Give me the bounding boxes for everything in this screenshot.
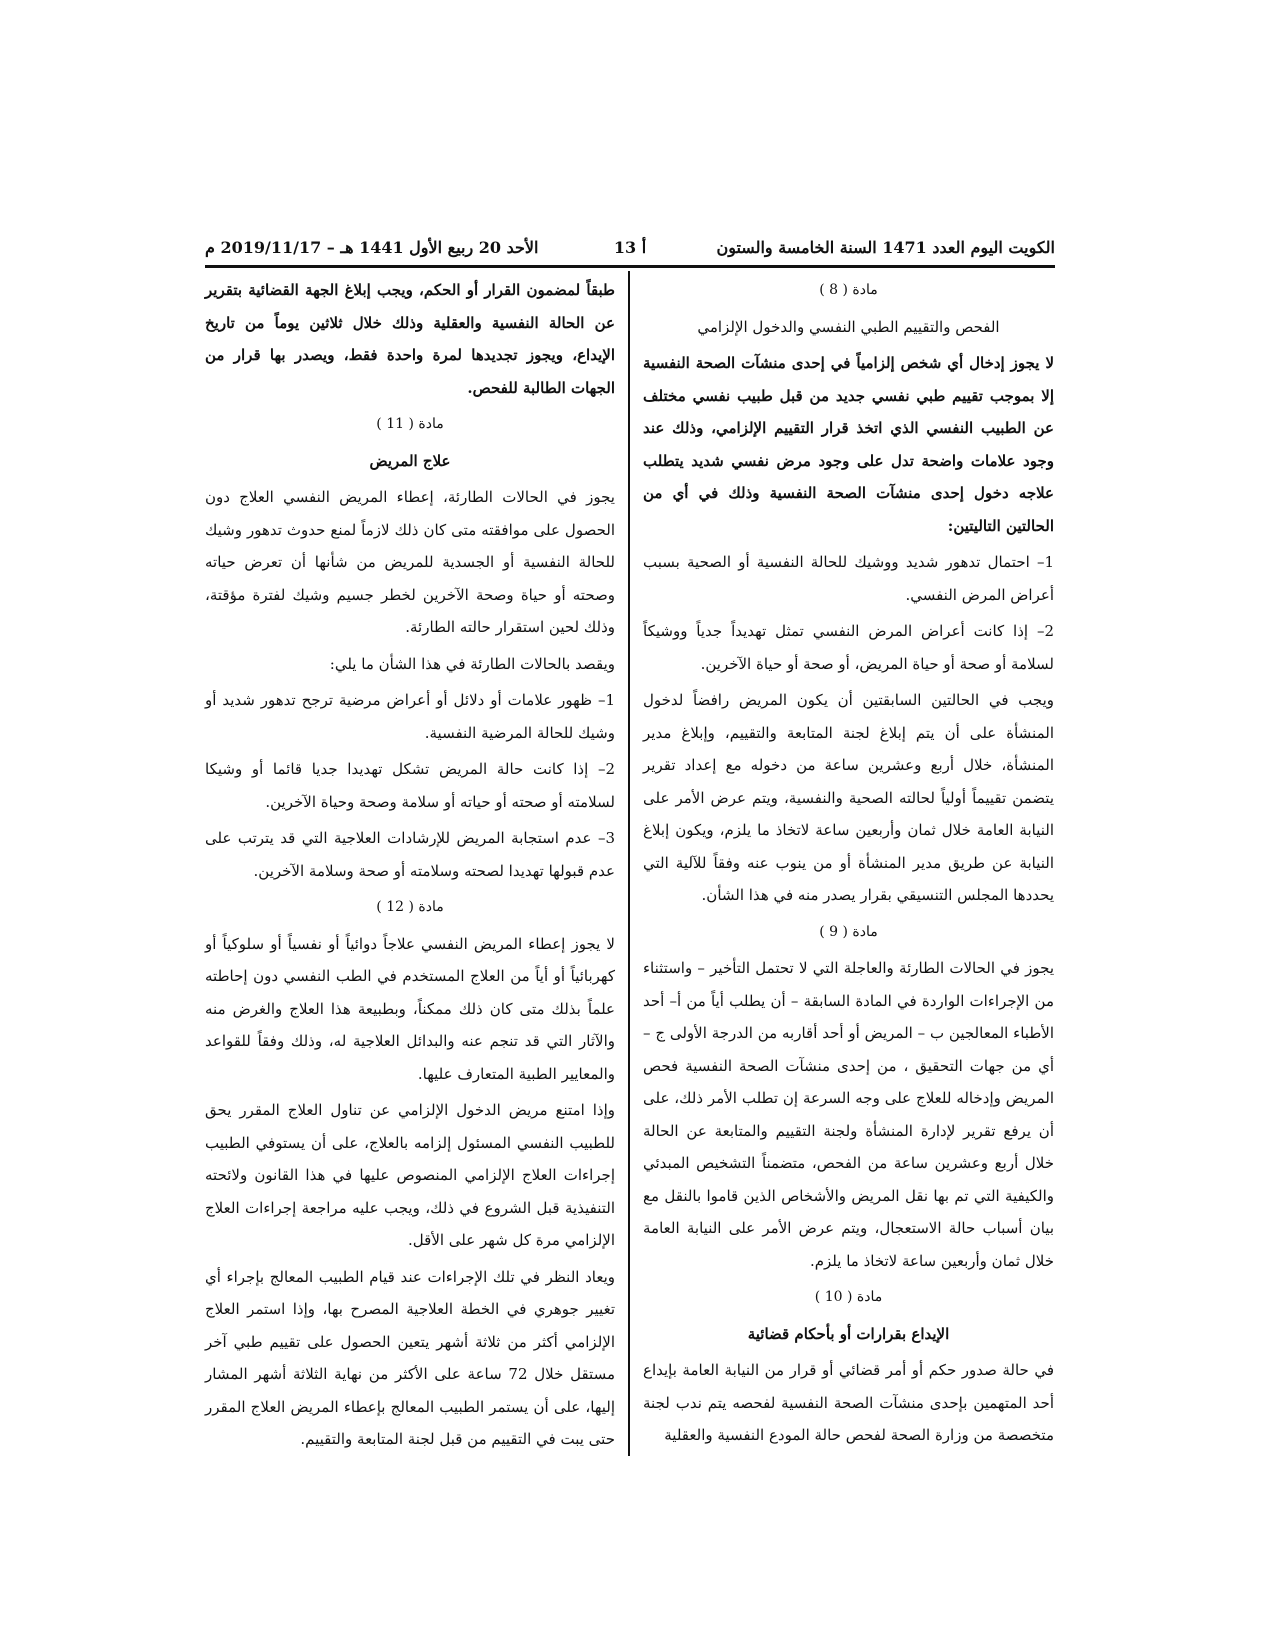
- article-8-item-2: 2– إذا كانت أعراض المرض النفسي تمثل تهديداً جدياً ووشيكاً لسلامة أو صحة أو حياة المريض، أو صحة أو حياة الآخرين.: [643, 622, 1054, 673]
- article-11-item-1: 1– ظهور علامات أو دلائل أو أعراض مرضية ترجح تدهور شديد أو وشيك للحالة المرضية النفسية.: [205, 691, 615, 742]
- header-rule: [205, 265, 1055, 268]
- article-8-label: مادة ( 8 ): [819, 282, 878, 298]
- article-11-label: مادة ( 11 ): [376, 416, 444, 432]
- article-8-item-1: 1– احتمال تدهور شديد ووشيك للحالة النفسية أو الصحية بسبب أعراض المرض النفسي.: [643, 553, 1054, 604]
- issue-date: الأحد 20 ربيع الأول 1441 هـ – 2019/11/17 م: [205, 238, 539, 257]
- continued-paragraph: طبقاً لمضمون القرار أو الحكم، ويجب إبلاغ الجهة القضائية بتقرير عن الحالة النفسية والعقلية وذلك خلال ثلاثين يوماً من تاريخ الإيداع، ويجوز تجديدها لمرة واحدة فقط، ويصدر بها قرار من الجهات الطالبة للفحص.: [205, 281, 615, 397]
- left-column: [205, 274, 615, 1460]
- article-12-label: مادة ( 12 ): [376, 899, 444, 915]
- article-12-paragraph-1: لا يجوز إعطاء المريض النفسي علاجاً دوائياً أو نفسياً أو سلوكياً أو كهربائياً أو أياً من العلاج المستخدم في الطب النفسي دون إحاطته علماً بذلك متى كان ذلك ممكناً، وبطبيعة هذا العلاج والغرض منه والآثار التي قد تنجم عنه والبدائل العلاجية له، وذلك وفقاً للقواعد والمعايير الطبية المتعارف عليها.: [205, 934, 615, 1083]
- right-column: [643, 274, 1054, 1456]
- article-8-paragraph-2: ويجب في الحالتين السابقتين أن يكون المريض رافضاً لدخول المنشأة على أن يتم إبلاغ لجنة المتابعة والتقييم، وإبلاغ مدير المنشأة، خلال أربع وعشرين ساعة من دخوله مع إعداد تقرير يتضمن تقييماً أولياً لحالته الصحية والنفسية، ويتم عرض الأمر على النيابة العامة خلال ثمان وأربعين ساعة لاتخاذ ما يلزم، ويكون إبلاغ النيابة عن طريق مدير المنشأة أو من ينوب عنه وفقاً للآلية التي يحددها المجلس التنسيقي بقرار يصدر منه في هذا الشأن.: [643, 691, 1054, 904]
- article-9-paragraph-1: يجوز في الحالات الطارئة والعاجلة التي لا تحتمل التأخير – واستثناء من الإجراءات الواردة في المادة السابقة – أن يطلب أياً من أ– أحد الأطباء المعالجين ب – المريض أو أحد أقاربه من الدرجة الأولى ج – أي من جهات التحقيق ، من إحدى منشآت الصحة النفسية فحص المريض وإدخاله للعلاج على وجه السرعة إن تطلب الأمر ذلك، على أن يرفع تقرير لإدارة المنشأة ولجنة التقييم والمتابعة عن الحالة خلال أربع وعشرين ساعة من الفحص، متضمناً التشخيص المبدئي والكيفية التي تم بها نقل المريض والأشخاص الذين قاموا بالنقل مع بيان أسباب حالة الاستعجال، ويتم عرض الأمر على النيابة العامة خلال ثمان وأربعين ساعة لاتخاذ ما يلزم.: [643, 959, 1054, 1270]
- article-11-title: علاج المريض: [369, 451, 451, 470]
- article-8-title: الفحص والتقييم الطبي النفسي والدخول الإلزامي: [697, 317, 1000, 336]
- article-11-item-2: 2– إذا كانت حالة المريض تشكل تهديدا جديا قائما أو وشيكا لسلامته أو صحته أو حياته أو سلامة وصحة وحياة الآخرين.: [205, 760, 615, 811]
- column-divider: [628, 271, 630, 1456]
- article-10-paragraph-1: في حالة صدور حكم أو أمر قضائي أو قرار من النيابة العامة بإيداع أحد المتهمين بإحدى منشآت الصحة النفسية لفحصه يتم ندب لجنة متخصصة من وزارة الصحة لفحص حالة المودع النفسية والعقلية: [643, 1361, 1054, 1444]
- article-12-paragraph-3: ويعاد النظر في تلك الإجراءات عند قيام الطبيب المعالج بإجراء أي تغيير جوهري في الخطة العلاجية المصرح بها، وإذا استمر العلاج الإلزامي أكثر من ثلاثة أشهر يتعين الحصول على تقييم طبي آخر مستقل خلال 72 ساعة على الأكثر من نهاية الثلاثة أشهر المشار إليها، على أن يستمر الطبيب المعالج بإعطاء المريض العلاج المقرر حتى يبت في التقييم من قبل لجنة المتابعة والتقييم.: [205, 1267, 615, 1448]
- page-header: [205, 238, 1055, 264]
- article-9-label: مادة ( 9 ): [819, 923, 878, 940]
- gazette-issue: الكويت اليوم العدد 1471 السنة الخامسة والستون: [716, 238, 1055, 257]
- article-10-label: مادة ( 10 ): [814, 1289, 883, 1305]
- article-11-paragraph-1: يجوز في الحالات الطارئة، إعطاء المريض النفسي العلاج دون الحصول على موافقته متى كان ذلك لازماً لمنع حدوث تدهور وشيك للحالة النفسية أو الجسدية للمريض من شأنها أن تعرض حياته وصحته أو حياة وصحة الآخرين لخطر جسيم وشيك لفترة مؤقتة، وذلك لحين استقرار حالته الطارئة.: [205, 488, 615, 636]
- article-10-title: الإيداع بقرارات أو بأحكام قضائية: [747, 1324, 950, 1343]
- article-8-paragraph-1: لا يجوز إدخال أي شخص إلزامياً في إحدى منشآت الصحة النفسية إلا بموجب تقييم طبي نفسي جديد من قبل طبيب نفسي مختلف عن الطبيب النفسي الذي اتخذ قرار التقييم الإلزامي، وذلك عند وجود علامات واضحة تدل على وجود مرض نفسي شديد يتطلب علاجه دخول إحدى منشآت الصحة النفسية وذلك في أي من الحالتين التاليتين:: [643, 354, 1054, 535]
- article-12-paragraph-2: وإذا امتنع مريض الدخول الإلزامي عن تناول العلاج المقرر يحق للطبيب النفسي المسئول إلزامه بالعلاج، على أن يستوفي الطبيب إجراءات العلاج الإلزامي المنصوص عليها في هذا القانون ولائحته التنفيذية قبل الشروع في ذلك، ويجب عليه مراجعة إجراءات العلاج الإلزامي مرة كل شهر على الأقل.: [205, 1101, 615, 1249]
- page-number: أ 13: [613, 238, 647, 257]
- article-11-item-3: 3– عدم استجابة المريض للإرشادات العلاجية التي قد يترتب على عدم قبولها تهديدا لصحته وسلامته أو صحة وسلامة الآخرين.: [205, 829, 615, 880]
- article-11-paragraph-2: ويقصد بالحالات الطارئة في هذا الشأن ما يلي:: [329, 654, 615, 673]
